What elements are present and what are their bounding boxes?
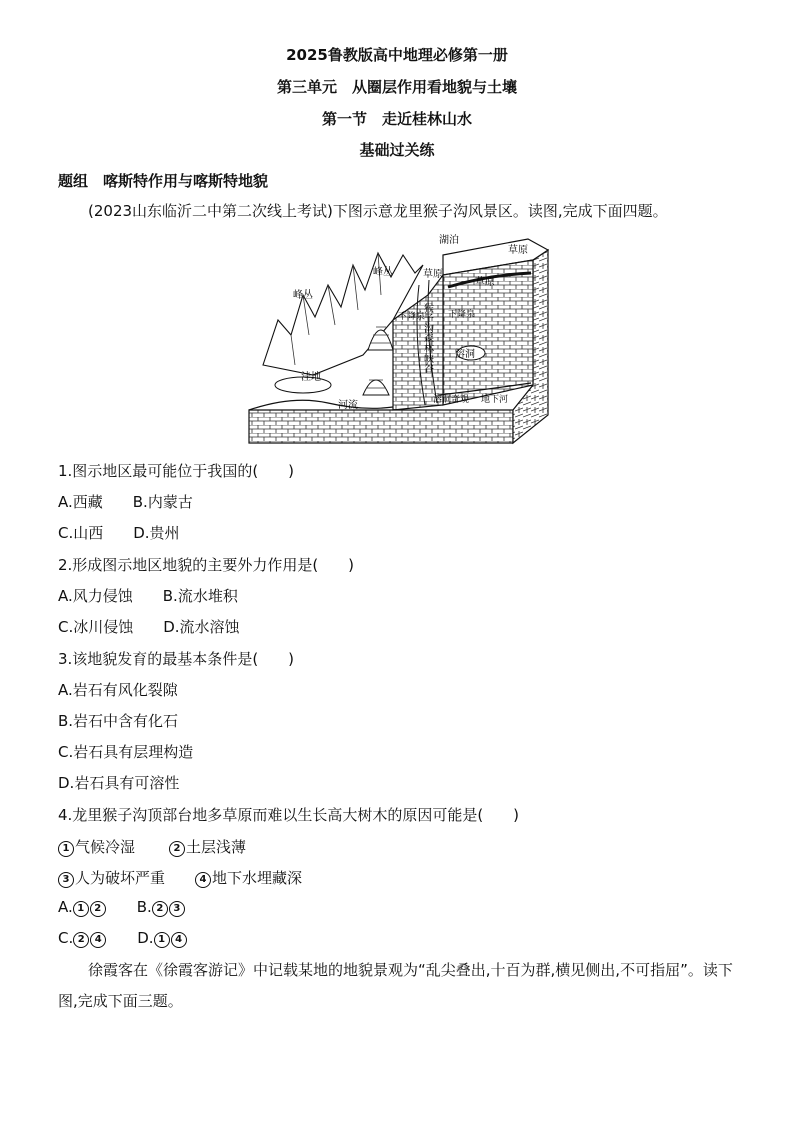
label-river: 河流 [338, 400, 358, 411]
label-depression: 洼地 [301, 372, 321, 383]
question-1-options-row-1: A.西藏 B.内蒙古 [58, 493, 193, 511]
label-grass-1: 草原 [508, 245, 528, 256]
question-1-stem: 1.图示地区最可能位于我国的( ) [58, 462, 295, 480]
label-peaks-1: 峰丛 [373, 267, 393, 278]
river-line [249, 400, 393, 410]
label-gorge: 猴子沟森林峡谷 [421, 303, 433, 373]
label-cave-view: 溶洞奇观 [433, 395, 470, 405]
karst-landscape-diagram [243, 225, 555, 447]
front-rock-face [249, 410, 513, 443]
question-4-stem: 4.龙里猴子沟顶部台地多草原而难以生长高大树木的原因可能是( ) [58, 806, 520, 824]
question-4-options-row-1: A. 1 2 B. 2 3 [58, 898, 186, 917]
question-3-option-a: A.岩石有风化裂隙 [58, 681, 178, 699]
circled-number: 1 [58, 841, 74, 857]
question-2-stem: 2.形成图示地区地貌的主要外力作用是( ) [58, 556, 355, 574]
label-cave: 溶洞 [455, 349, 475, 360]
closing-paragraph: 徐霞客在《徐霞客游记》中记载某地的地貌景观为“乱尖叠出,十百为群,横见侧出,不可指屈”。读下图,完成下面三题。 [58, 961, 733, 1010]
label-lake: 湖泊 [439, 235, 459, 246]
question-4-statements-row-1: 1 气候冷湿 2 土层浅薄 [58, 836, 246, 857]
question-2-options-row-2: C.冰川侵蚀 D.流水溶蚀 [58, 618, 240, 636]
question-4-statements-row-2: 3 人为破坏严重 4 地下水埋藏深 [58, 867, 302, 888]
circled-number: 4 [195, 872, 211, 888]
subsection-title: 基础过关练 [359, 141, 435, 159]
label-underground-river: 地下河 [481, 395, 509, 405]
circled-number: 2 [169, 841, 185, 857]
question-group-heading [58, 170, 268, 191]
group-label: 题组 [58, 172, 89, 190]
group-title: 喀斯特作用与喀斯特地貌 [103, 172, 269, 190]
document-title: 2025鲁教版高中地理必修第一册 [286, 46, 508, 64]
intro-paragraph: (2023山东临沂二中第二次线上考试)下图示意龙里猴子沟风景区。读图,完成下面四题。 [88, 202, 668, 220]
label-spring-1: 下降泉 [398, 312, 426, 322]
section-title: 第一节 走近桂林山水 [321, 110, 472, 128]
label-grass-2: 草原 [423, 269, 443, 280]
circled-number: 3 [58, 872, 74, 888]
question-1-options-row-2: C.山西 D.贵州 [58, 524, 180, 542]
label-grass-3: 草原 [475, 277, 495, 288]
label-spring-2: 下降泉 [448, 310, 476, 320]
label-peaks-2: 峰丛 [293, 290, 313, 301]
question-3-stem: 3.该地貌发育的最基本条件是( ) [58, 650, 295, 668]
question-2-options-row-1: A.风力侵蚀 B.流水堆积 [58, 587, 238, 605]
question-3-option-b: B.岩石中含有化石 [58, 712, 179, 730]
question-3-option-c: C.岩石具有层理构造 [58, 743, 194, 761]
question-3-option-d: D.岩石具有可溶性 [58, 774, 180, 792]
question-4-options-row-2: C. 2 4 D. 1 4 [58, 929, 188, 948]
unit-title: 第三单元 从圈层作用看地貌与土壤 [276, 78, 517, 96]
